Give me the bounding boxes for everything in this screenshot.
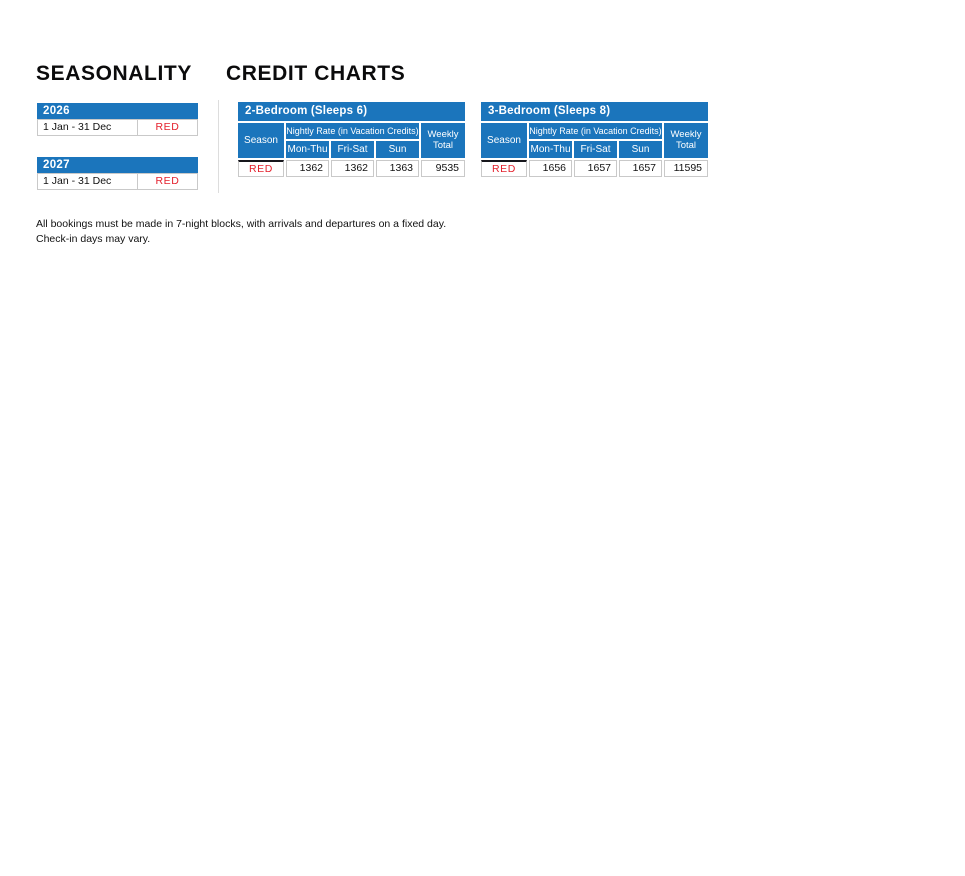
sun-header: Sun <box>619 141 662 158</box>
credit-charts-heading: CREDIT CHARTS <box>226 62 406 85</box>
season-period: 1 Jan - 31 Dec <box>43 121 112 133</box>
mon-thu-header: Mon-Thu <box>529 141 572 158</box>
seasonality-table-2026 <box>37 103 198 136</box>
weekly-total-header: Weekly Total <box>421 123 465 158</box>
weekly-total-value: 11595 <box>664 160 708 177</box>
season-column-header: Season <box>481 123 527 158</box>
weekly-total-header: Weekly Total <box>664 123 708 158</box>
sun-header: Sun <box>376 141 419 158</box>
season-row <box>37 173 198 190</box>
credit-table-2-bedroom <box>238 102 465 177</box>
seasonality-table-2027 <box>37 157 198 190</box>
season-column-header: Season <box>238 123 284 158</box>
season-period: 1 Jan - 31 Dec <box>43 175 112 187</box>
sun-value: 1657 <box>619 160 662 177</box>
season-row <box>37 119 198 136</box>
season-value: RED <box>481 160 527 177</box>
nightly-rate-header: Nightly Rate (in Vacation Credits) <box>286 123 419 139</box>
credit-table-title: 2-Bedroom (Sleeps 6) <box>238 102 465 121</box>
weekly-total-value: 9535 <box>421 160 465 177</box>
season-color-label: RED <box>137 120 197 135</box>
year-header-2026: 2026 <box>37 103 198 119</box>
season-color-label: RED <box>137 174 197 189</box>
nightly-rate-header: Nightly Rate (in Vacation Credits) <box>529 123 662 139</box>
seasonality-heading: SEASONALITY <box>36 62 192 85</box>
mon-thu-header: Mon-Thu <box>286 141 329 158</box>
credit-table-grid <box>238 123 465 177</box>
fri-sat-header: Fri-Sat <box>574 141 617 158</box>
fri-sat-header: Fri-Sat <box>331 141 374 158</box>
credit-table-3-bedroom <box>481 102 708 177</box>
fri-sat-value: 1657 <box>574 160 617 177</box>
mon-thu-value: 1656 <box>529 160 572 177</box>
fri-sat-value: 1362 <box>331 160 374 177</box>
booking-note-line1: All bookings must be made in 7-night blocks, with arrivals and departures on a fixed day. <box>36 218 447 230</box>
booking-note-line2: Check-in days may vary. <box>36 233 151 245</box>
booking-note <box>36 217 556 247</box>
credit-table-title: 3-Bedroom (Sleeps 8) <box>481 102 708 121</box>
season-value: RED <box>238 160 284 177</box>
mon-thu-value: 1362 <box>286 160 329 177</box>
vertical-divider <box>218 100 219 193</box>
credit-table-grid <box>481 123 708 177</box>
year-header-2027: 2027 <box>37 157 198 173</box>
sun-value: 1363 <box>376 160 419 177</box>
